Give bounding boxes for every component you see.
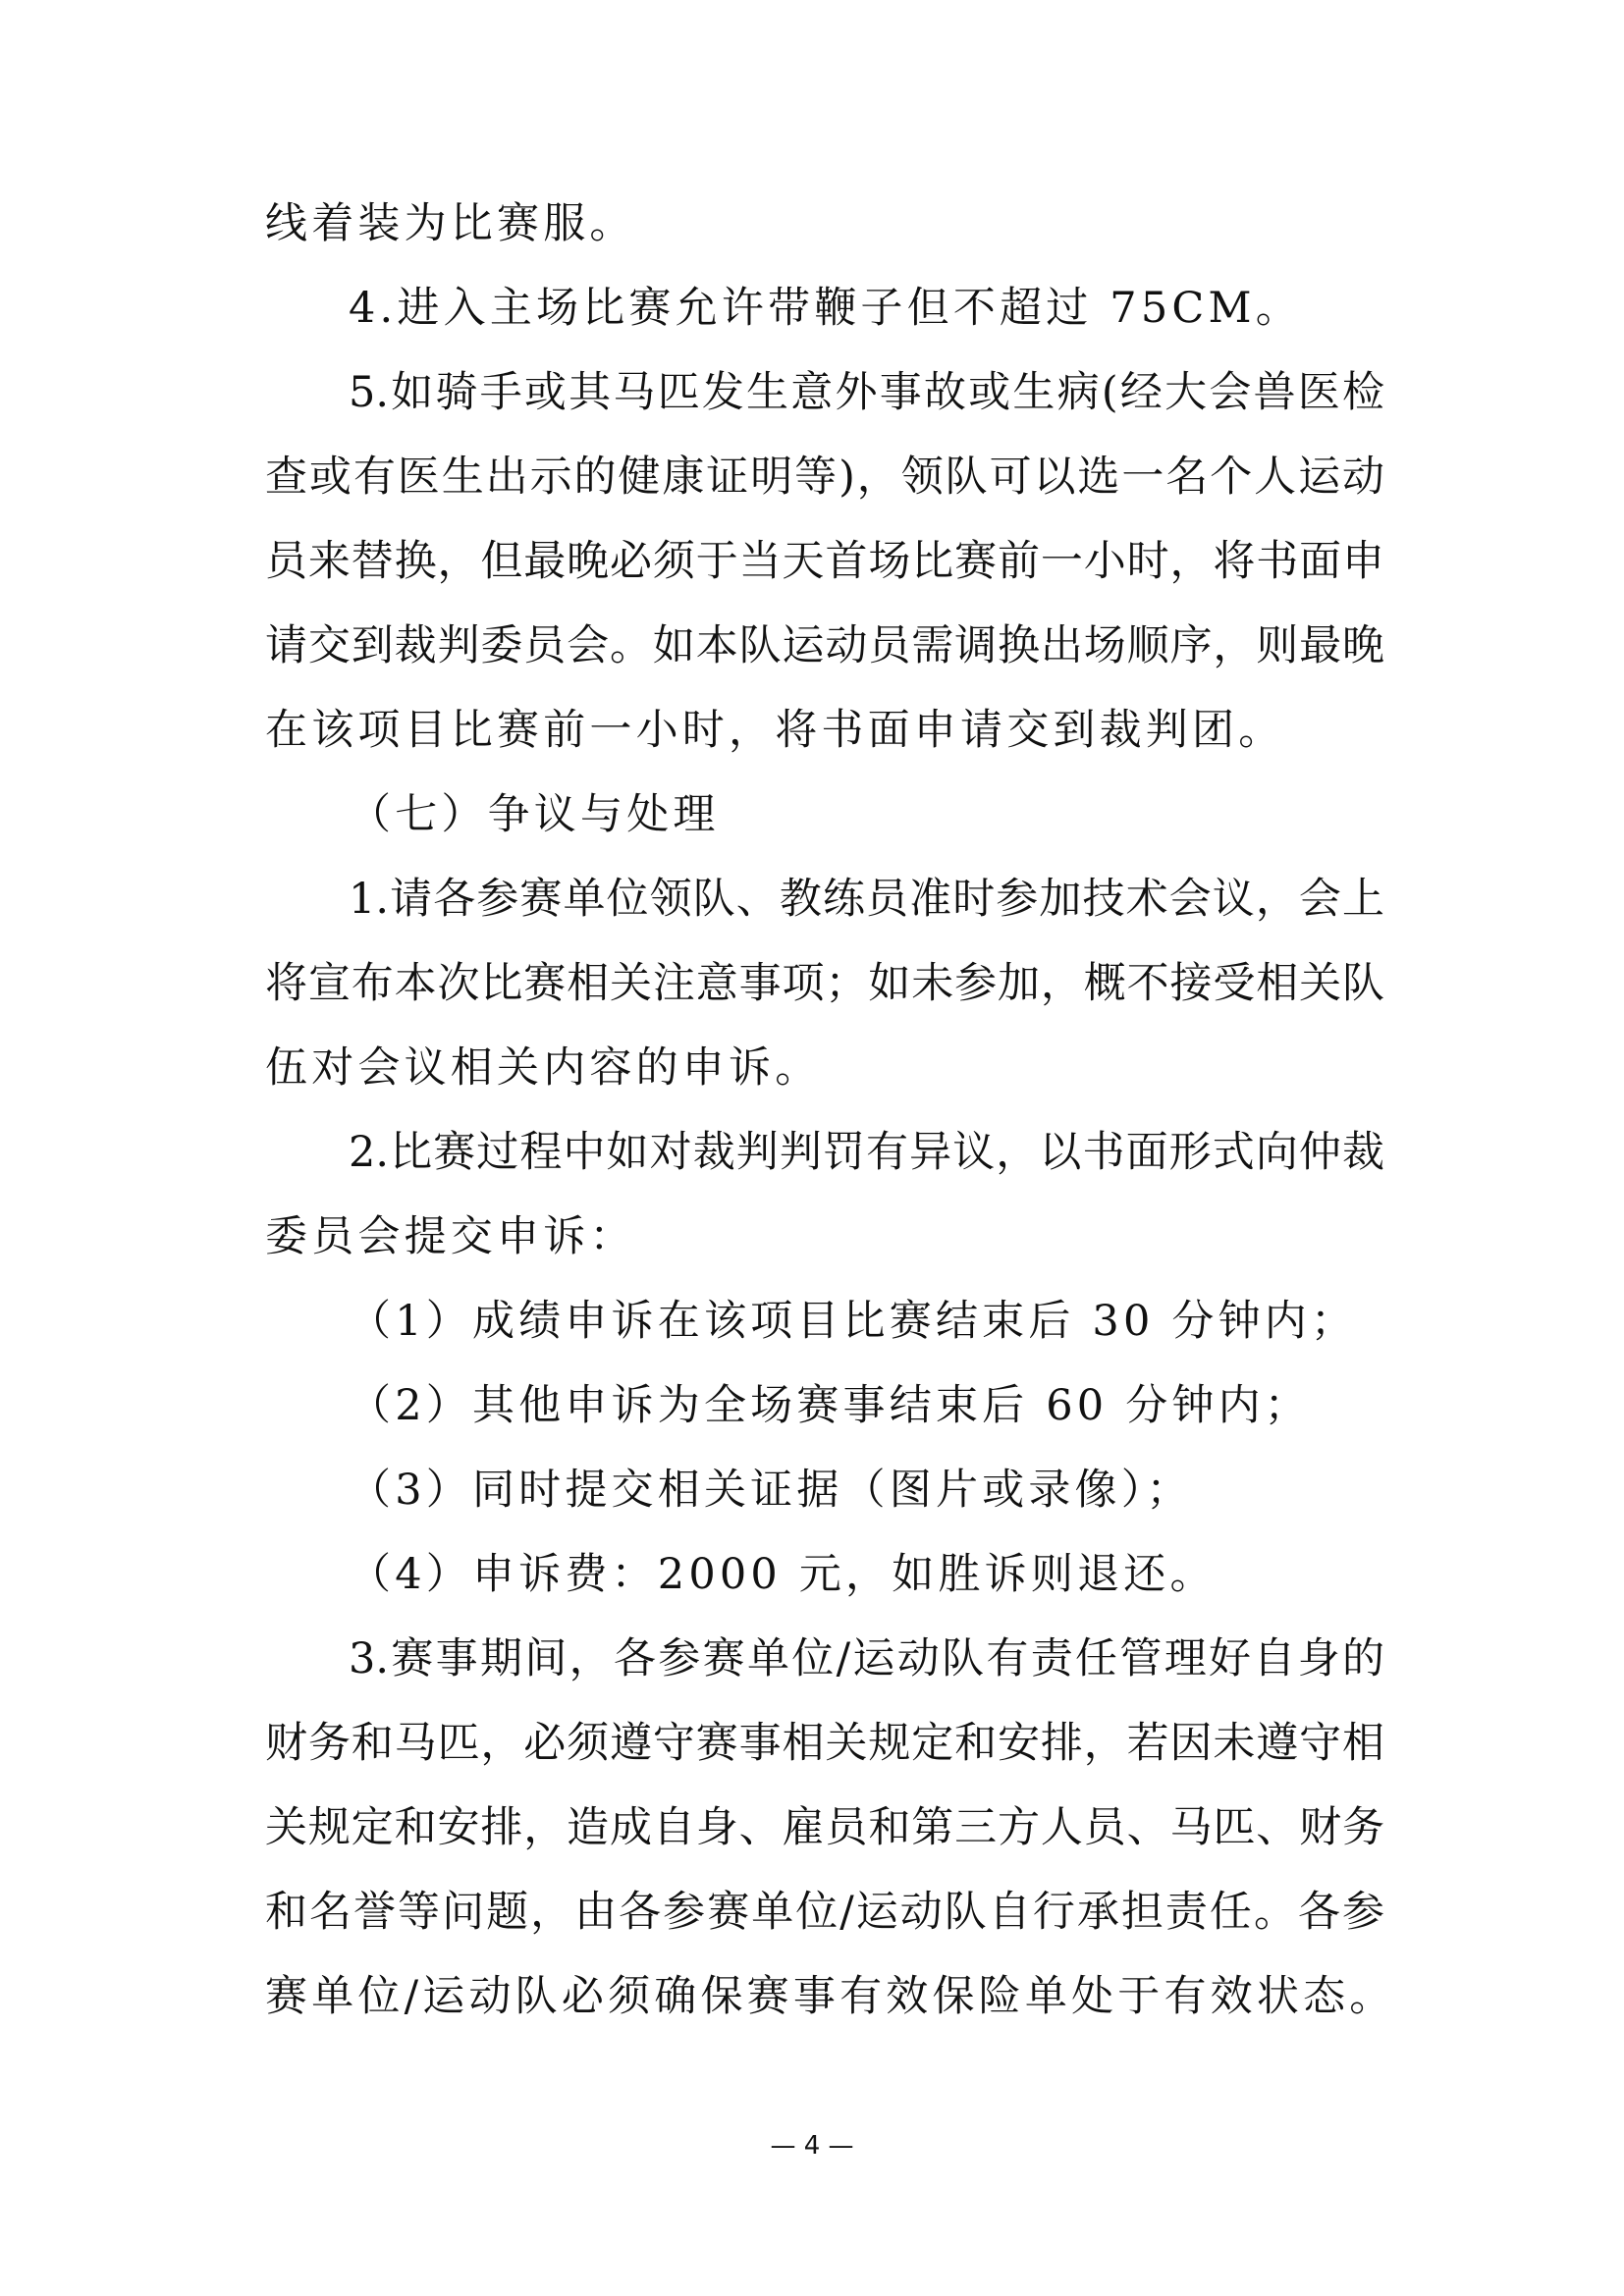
page-number: — 4 — — [770, 2131, 854, 2161]
body-line: 2.比赛过程中如对裁判判罚有异议，以书面形式向仲裁 — [349, 1128, 1384, 1177]
body-line: 1.请各参赛单位领队、教练员准时参加技术会议，会上 — [349, 875, 1384, 924]
list-item: （4）申诉费：2000 元，如胜诉则退还。 — [349, 1550, 1217, 1599]
body-line: 在该项目比赛前一小时，将书面申请交到裁判团。 — [265, 706, 1285, 755]
body-line: 财务和马匹，必须遵守赛事相关规定和安排，若因未遵守相 — [265, 1719, 1384, 1768]
body-line: 3.赛事期间，各参赛单位/运动队有责任管理好自身的 — [349, 1634, 1384, 1683]
list-item: （3）同时提交相关证据（图片或录像）； — [349, 1466, 1193, 1515]
body-line: 将宣布本次比赛相关注意事项；如未参加，概不接受相关队 — [265, 959, 1384, 1008]
body-line: 员来替换，但最晚必须于当天首场比赛前一小时，将书面申 — [265, 537, 1384, 586]
body-line: 查或有医生出示的健康证明等)，领队可以选一名个人运动 — [265, 453, 1384, 502]
body-line: 委员会提交申诉： — [265, 1212, 636, 1261]
body-line: 请交到裁判委员会。如本队运动员需调换出场顺序，则最晚 — [265, 621, 1384, 670]
body-line: 线着装为比赛服。 — [265, 199, 636, 248]
body-line: 伍对会议相关内容的申诉。 — [265, 1043, 822, 1093]
list-item: （1）成绩申诉在该项目比赛结束后 30 分钟内； — [349, 1297, 1358, 1346]
body-line: 5.如骑手或其马匹发生意外事故或生病(经大会兽医检 — [349, 368, 1384, 417]
body-line: 和名誉等问题，由各参赛单位/运动队自行承担责任。各参 — [265, 1888, 1384, 1937]
list-item: （2）其他申诉为全场赛事结束后 60 分钟内； — [349, 1381, 1312, 1430]
section-heading: （七）争议与处理 — [349, 790, 720, 839]
body-line: 关规定和安排，造成自身、雇员和第三方人员、马匹、财务 — [265, 1803, 1384, 1852]
body-line: 赛单位/运动队必须确保赛事有效保险单处于有效状态。 — [265, 1972, 1396, 2021]
body-line: 4.进入主场比赛允许带鞭子但不超过 75CM。 — [349, 284, 1302, 333]
